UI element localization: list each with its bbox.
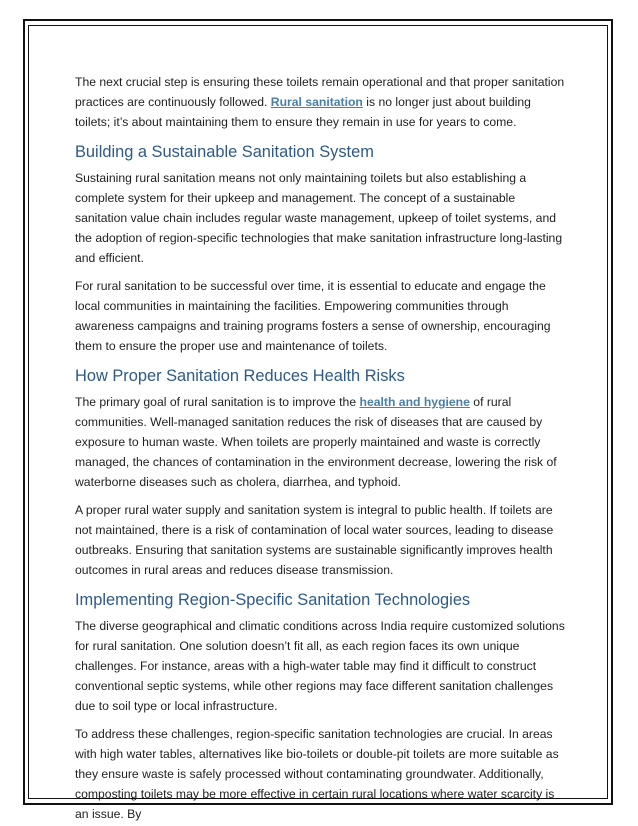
section1-paragraph-2: For rural sanitation to be successful over time, it is essential to educate and engage the local communities in maintaining the facilities. Empowering communities through awareness campaigns and training programs fosters a sense of ownership, encouraging them to ensure the proper use and maintenance of toilets.	[75, 279, 551, 353]
section2-paragraph-2: A proper rural water supply and sanitation system is integral to public health. If toilets are not maintained, there is a risk of contamination of local water sources, leading to disease outbreaks. Ensuring that sanitation systems are sustainable significantly improves health outcomes in rural areas and reduces disease transmission.	[75, 503, 554, 577]
section-heading-region-specific: Implementing Region-Specific Sanitation Technologies	[75, 591, 471, 609]
health-and-hygiene-link[interactable]: health and hygiene	[359, 395, 470, 409]
section2-paragraph-1	[75, 392, 567, 492]
section2-text-before: The primary goal of rural sanitation is to improve the	[75, 395, 360, 409]
section-heading-sustainable-system: Building a Sustainable Sanitation System	[75, 143, 374, 161]
section2-text-after: of rural communities. Well-managed sanitation reduces the risk of diseases that are caused by exposure to human waste. When toilets are properly maintained and waste is correctly managed, the chances of contamination in the environment decrease, lowering the risk of waterborne diseases such as cholera, diarrhea, and typhoid.	[75, 395, 557, 489]
section3-paragraph-2: To address these challenges, region-specific sanitation technologies are crucial. In areas with high water tables, alternatives like bio-toilets or double-pit toilets are more suitable as they ensure waste is safely processed without contaminating groundwater. Additionally, composting toilets may be more effective in certain rural locations where water scarcity is an issue. By	[75, 727, 559, 821]
section-heading-health-risks: How Proper Sanitation Reduces Health Risks	[75, 367, 405, 385]
rural-sanitation-link[interactable]: Rural sanitation	[270, 95, 363, 109]
intro-paragraph	[75, 72, 567, 132]
document-body	[75, 72, 567, 824]
intro-text-after: is no longer just about building toilets; it’s about maintaining them to ensure they remain in use for years to come.	[75, 95, 531, 129]
section3-paragraph-1: The diverse geographical and climatic conditions across India require customized solutions for rural sanitation. One solution doesn’t fit all, as each region faces its own unique challenges. For instance, areas with a high-water table may find it difficult to construct conventional septic systems, while other regions may face different sanitation challenges due to soil type or local infrastructure.	[75, 619, 565, 713]
intro-text-before: The next crucial step is ensuring these toilets remain operational and that proper sanitation practices are continuously followed.	[75, 75, 565, 109]
section1-paragraph-1: Sustaining rural sanitation means not only maintaining toilets but also establishing a complete system for their upkeep and management. The concept of a sustainable sanitation value chain includes regular waste management, upkeep of toilet systems, and the adoption of region-specific technologies that make sanitation infrastructure long-lasting and efficient.	[75, 171, 563, 265]
